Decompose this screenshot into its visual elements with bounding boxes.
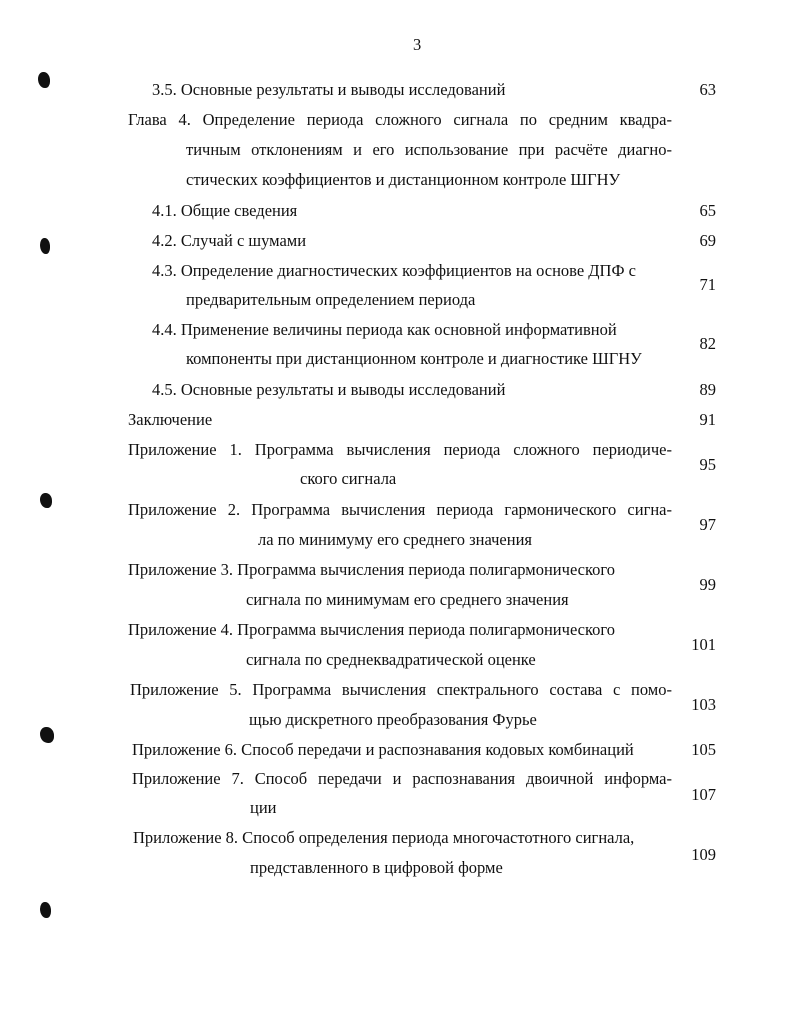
toc-page: 69 [699, 231, 716, 250]
toc-page: 71 [699, 275, 716, 294]
scan-artifact [40, 727, 54, 743]
toc-title: ла по минимуму его среднего значения [258, 530, 533, 549]
toc-title: Приложение 3. Программа вычисления периода полигармонического [128, 560, 616, 579]
toc-title: Приложение 7. Способ передачи и распознавания двоичной информа- [132, 769, 672, 788]
toc-title: ции [250, 798, 277, 817]
scan-artifact [38, 72, 50, 88]
toc-page: 65 [699, 201, 716, 220]
toc-title: щью дискретного преобразования Фурье [249, 710, 537, 729]
toc-title: Приложение 6. Способ передачи и распознавания кодовых комбинаций [132, 740, 634, 759]
toc-title: 3.5. Основные результаты и выводы исследований [152, 80, 506, 99]
toc-page: 109 [691, 845, 716, 864]
toc-page: 82 [699, 334, 716, 353]
toc-page: 99 [699, 575, 716, 594]
toc-title: 4.4. Применение величины периода как основной информативной [152, 320, 617, 339]
toc-title: предварительным определением периода [186, 290, 476, 309]
toc-title: Заключение [128, 410, 213, 429]
scan-artifact [40, 493, 52, 508]
toc-page: 103 [691, 695, 716, 714]
toc-title: 4.2. Случай с шумами [152, 231, 307, 250]
scan-artifact [40, 238, 50, 254]
toc-page: 89 [699, 380, 716, 399]
toc-title: компоненты при дистанционном контроле и диагностике ШГНУ [186, 349, 642, 368]
toc-title: Глава 4. Определение периода сложного сигнала по средним квадра- [128, 110, 672, 129]
toc-title: 4.3. Определение диагностических коэффициентов на основе ДПФ с [152, 261, 636, 280]
toc-title: 4.1. Общие сведения [152, 201, 298, 220]
toc-page: 63 [699, 80, 716, 99]
toc-title: стических коэффициентов и дистанционном контроле ШГНУ [186, 170, 621, 189]
toc-title: сигнала по среднеквадратической оценке [246, 650, 536, 669]
toc-title: ского сигнала [300, 469, 397, 488]
toc-title: 4.5. Основные результаты и выводы исследований [152, 380, 506, 399]
toc-title: сигнала по минимумам его среднего значения [246, 590, 569, 609]
toc-title: Приложение 5. Программа вычисления спектрального состава с помо- [130, 680, 672, 699]
toc-page: 97 [699, 515, 716, 534]
toc-title: Приложение 1. Программа вычисления периода сложного периодиче- [128, 440, 672, 459]
toc-page: 95 [699, 455, 716, 474]
toc-page: 107 [691, 785, 716, 804]
toc-title: Приложение 2. Программа вычисления периода гармонического сигна- [128, 500, 672, 519]
toc-page: 101 [691, 635, 716, 654]
toc-page: 91 [699, 410, 716, 429]
scan-artifact [40, 902, 51, 918]
toc-title: Приложение 8. Способ определения периода многочастотного сигнала, [133, 828, 635, 847]
toc-title: представленного в цифровой форме [250, 858, 503, 877]
page-number: 3 [413, 35, 422, 54]
toc-title: Приложение 4. Программа вычисления периода полигармонического [128, 620, 616, 639]
toc-title: тичным отклонениям и его использование при расчёте диагно- [186, 140, 672, 159]
toc-page: 105 [691, 740, 716, 759]
